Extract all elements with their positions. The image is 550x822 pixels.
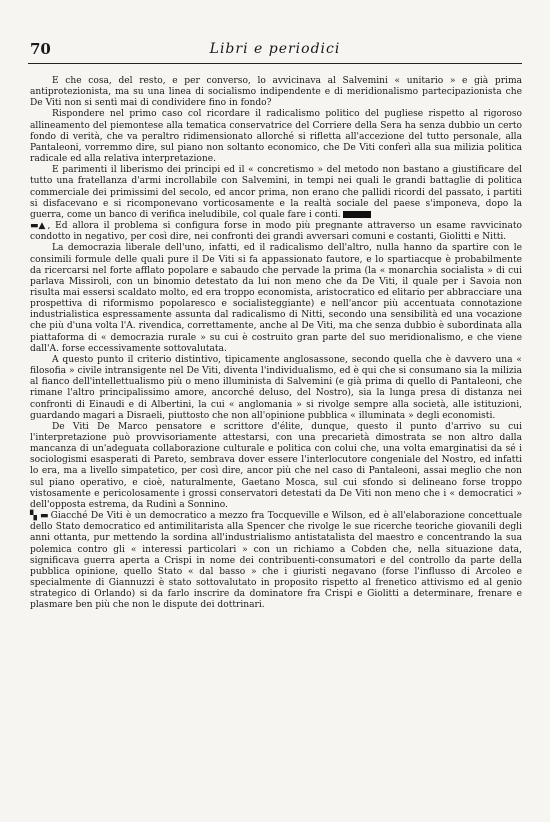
running-title: Libri e periodici: [209, 41, 341, 57]
paragraph: De Viti De Marco pensatore e scrittore d'élite, dunque, questo il punto d'arrivo su cui l'interpretazione può provvisoriamente attestarsi, con una precarietà dimostrata se non altro dalla mancanza di un'adeguata collaborazione culturale e politica con colui che, una volta emarginatisi da sé i sociologismi esasperati di Pareto, sembrava dover essere l'interlocutore congeniale del Nostro, ed infatti lo era, ma a livello simpatetico, per così dire, ancor più che nel caso di Pantaleoni, assai meglio che non sul piano operativo, e cioè, naturalmente, Gaetano Mosca, sul cui sfondo si delineano forse troppo vistosamente e pericolosamente i grossi conservatori detestati da De Viti non meno che i « democratici » dell'opposta estrema, da Rudinì a Sonnino.: [30, 421, 522, 510]
paragraph-text: Giacché De Viti è un democratico a mezzo fra Tocqueville e Wilson, ed è all'elaborazione concettuale dello Stato democratico ed antimilitarista alla Spencer che rivolge le sue ricerche teoriche giovanili degli anni ottanta, pur mettendo la sordina all'industrialismo antistatalista del maestro e concentrando la sua polemica contro gli « interessi particolari » con un richiamo a Cobden che, nella situazione data, significava guerra aperta a Crispi in nome dei contribuenti-consumatori e del controllo da parte della pubblica opinione, quello Stato « dal basso » che i giuristi negavano (forse l'influsso di Arcoleo e specialmente di Giannuzzi è stato sottovalutato in proposito rispetto al frenetico attivismo ed al genio strategico di Orlando) si da farlo inscrire da dominatore fra Crispi e Giolitti a determinare, frenare e plasmare ben più che non le dispute dei dottrinari.: [30, 511, 522, 611]
margin-mark-icon: ▬▲: [30, 221, 46, 232]
paragraph: [30, 221, 522, 243]
paragraph: A questo punto il criterio distintivo, tipicamente anglosassone, secondo quella che è davvero una « filosofia » civile intransigente nel De Viti, diventa l'individualismo, ed è qui che si consumano sia la milizia al fianco dell'intellettualismo più o meno illuminista di Salvemini (e già prima di quello di Pantaleoni, che rimane l'altro principalissimo amore, ancorché deluso, del Nostro), sia la lunga presa di distanza nei confronti di Einaudi e di Albertini, la cui « anglomania » si rivolge sempre alla società, alle istituzioni, guardando magari a Disraeli, piuttosto che non all'opinione pubblica « illuminata » degli economisti.: [30, 354, 522, 421]
paragraph: Rispondere nel primo caso col ricordare il radicalismo politico del pugliese rispetto al rigoroso allineamento del piemontese alla tematica conservatrice del Corriere della Sera ha senza dubbio un certo fondo di verità, che va peraltro ridimensionato allorché si rifletta all'accezione del tutto personale, alla Pantaleoni, vorremmo dire, sul piano non soltanto economico, che De Viti conferì alla sua milizia politica radicale ed alla relativa interpretazione.: [30, 109, 522, 165]
paragraph: [30, 511, 522, 611]
header-rule: [28, 63, 522, 64]
margin-mark-icon: ▚ ▬: [30, 511, 49, 522]
paragraph: E che cosa, del resto, e per converso, lo avvicinava al Salvemini « unitario » e già prima antiprotezionista, ma su una linea di socialismo indipendente e di meridionalismo partecipazionista che De Viti non si sentì mai di condividere fino in fondo?: [30, 76, 522, 109]
paragraph-text: , Ed allora il problema si configura forse in modo più pregnante attraverso un esame ravvicinato condotto in negativo, per così dire, nei confronti dei grandi avversari comuni e costanti, Giolitti e Nitti.: [30, 221, 522, 243]
paragraph-text: E parimenti il liberismo dei principi ed il « concretismo » del metodo non bastano a giustificare del tutto una fratellanza d'armi incrollabile con Salvemini, in tempi nei quali le grandi battaglie di politica commerciale dei primissimi del secolo, ed ancor prima, non erano che pallidi ricordi del passato, i partiti si disfacevano e si ricomponevano vorticosamente e la realtà sociale del paese s'imponeva, dopo la guerra, come un banco di verifica ineludibile, col quale fare i conti.: [30, 165, 522, 220]
paragraph: [30, 165, 522, 221]
paragraph: La democrazia liberale dell'uno, infatti, ed il radicalismo dell'altro, nulla hanno da spartire con le consimili formule delle quali pure il De Viti si fa appassionato fautore, e lo spartiacque è probabilmente da ricercarsi nel forte afflato popolare e sabaudo che pervade la prima (la « monarchia socialista » di cui parlava Missiroli, con un binomio detestato da lui non meno che da De Viti, il quale per i Savoia non risulta mai essersi scaldato molto, ed era troppo economista, aristocratico ed elitario per abbracciare una prospettiva di riformismo popolaresco e socialisteggiante) e nell'ancor più accentuata connotazione industrialistica espressamente assunta dal radicalismo di Nitti, secondo una sensibilità ed una vocazione che più d'una volta l'A. rivendica, correttamente, anche al De Viti, ma che senza dubbio è subordinata alla piattaforma di « democrazia rurale » su cui è costruito gran parte del suo meridionalismo, e che viene dall'A. forse eccessivamente sottovalutata.: [30, 243, 522, 354]
redaction-mark: [343, 211, 371, 218]
body-text: [30, 76, 522, 612]
page-number: 70: [30, 40, 51, 58]
